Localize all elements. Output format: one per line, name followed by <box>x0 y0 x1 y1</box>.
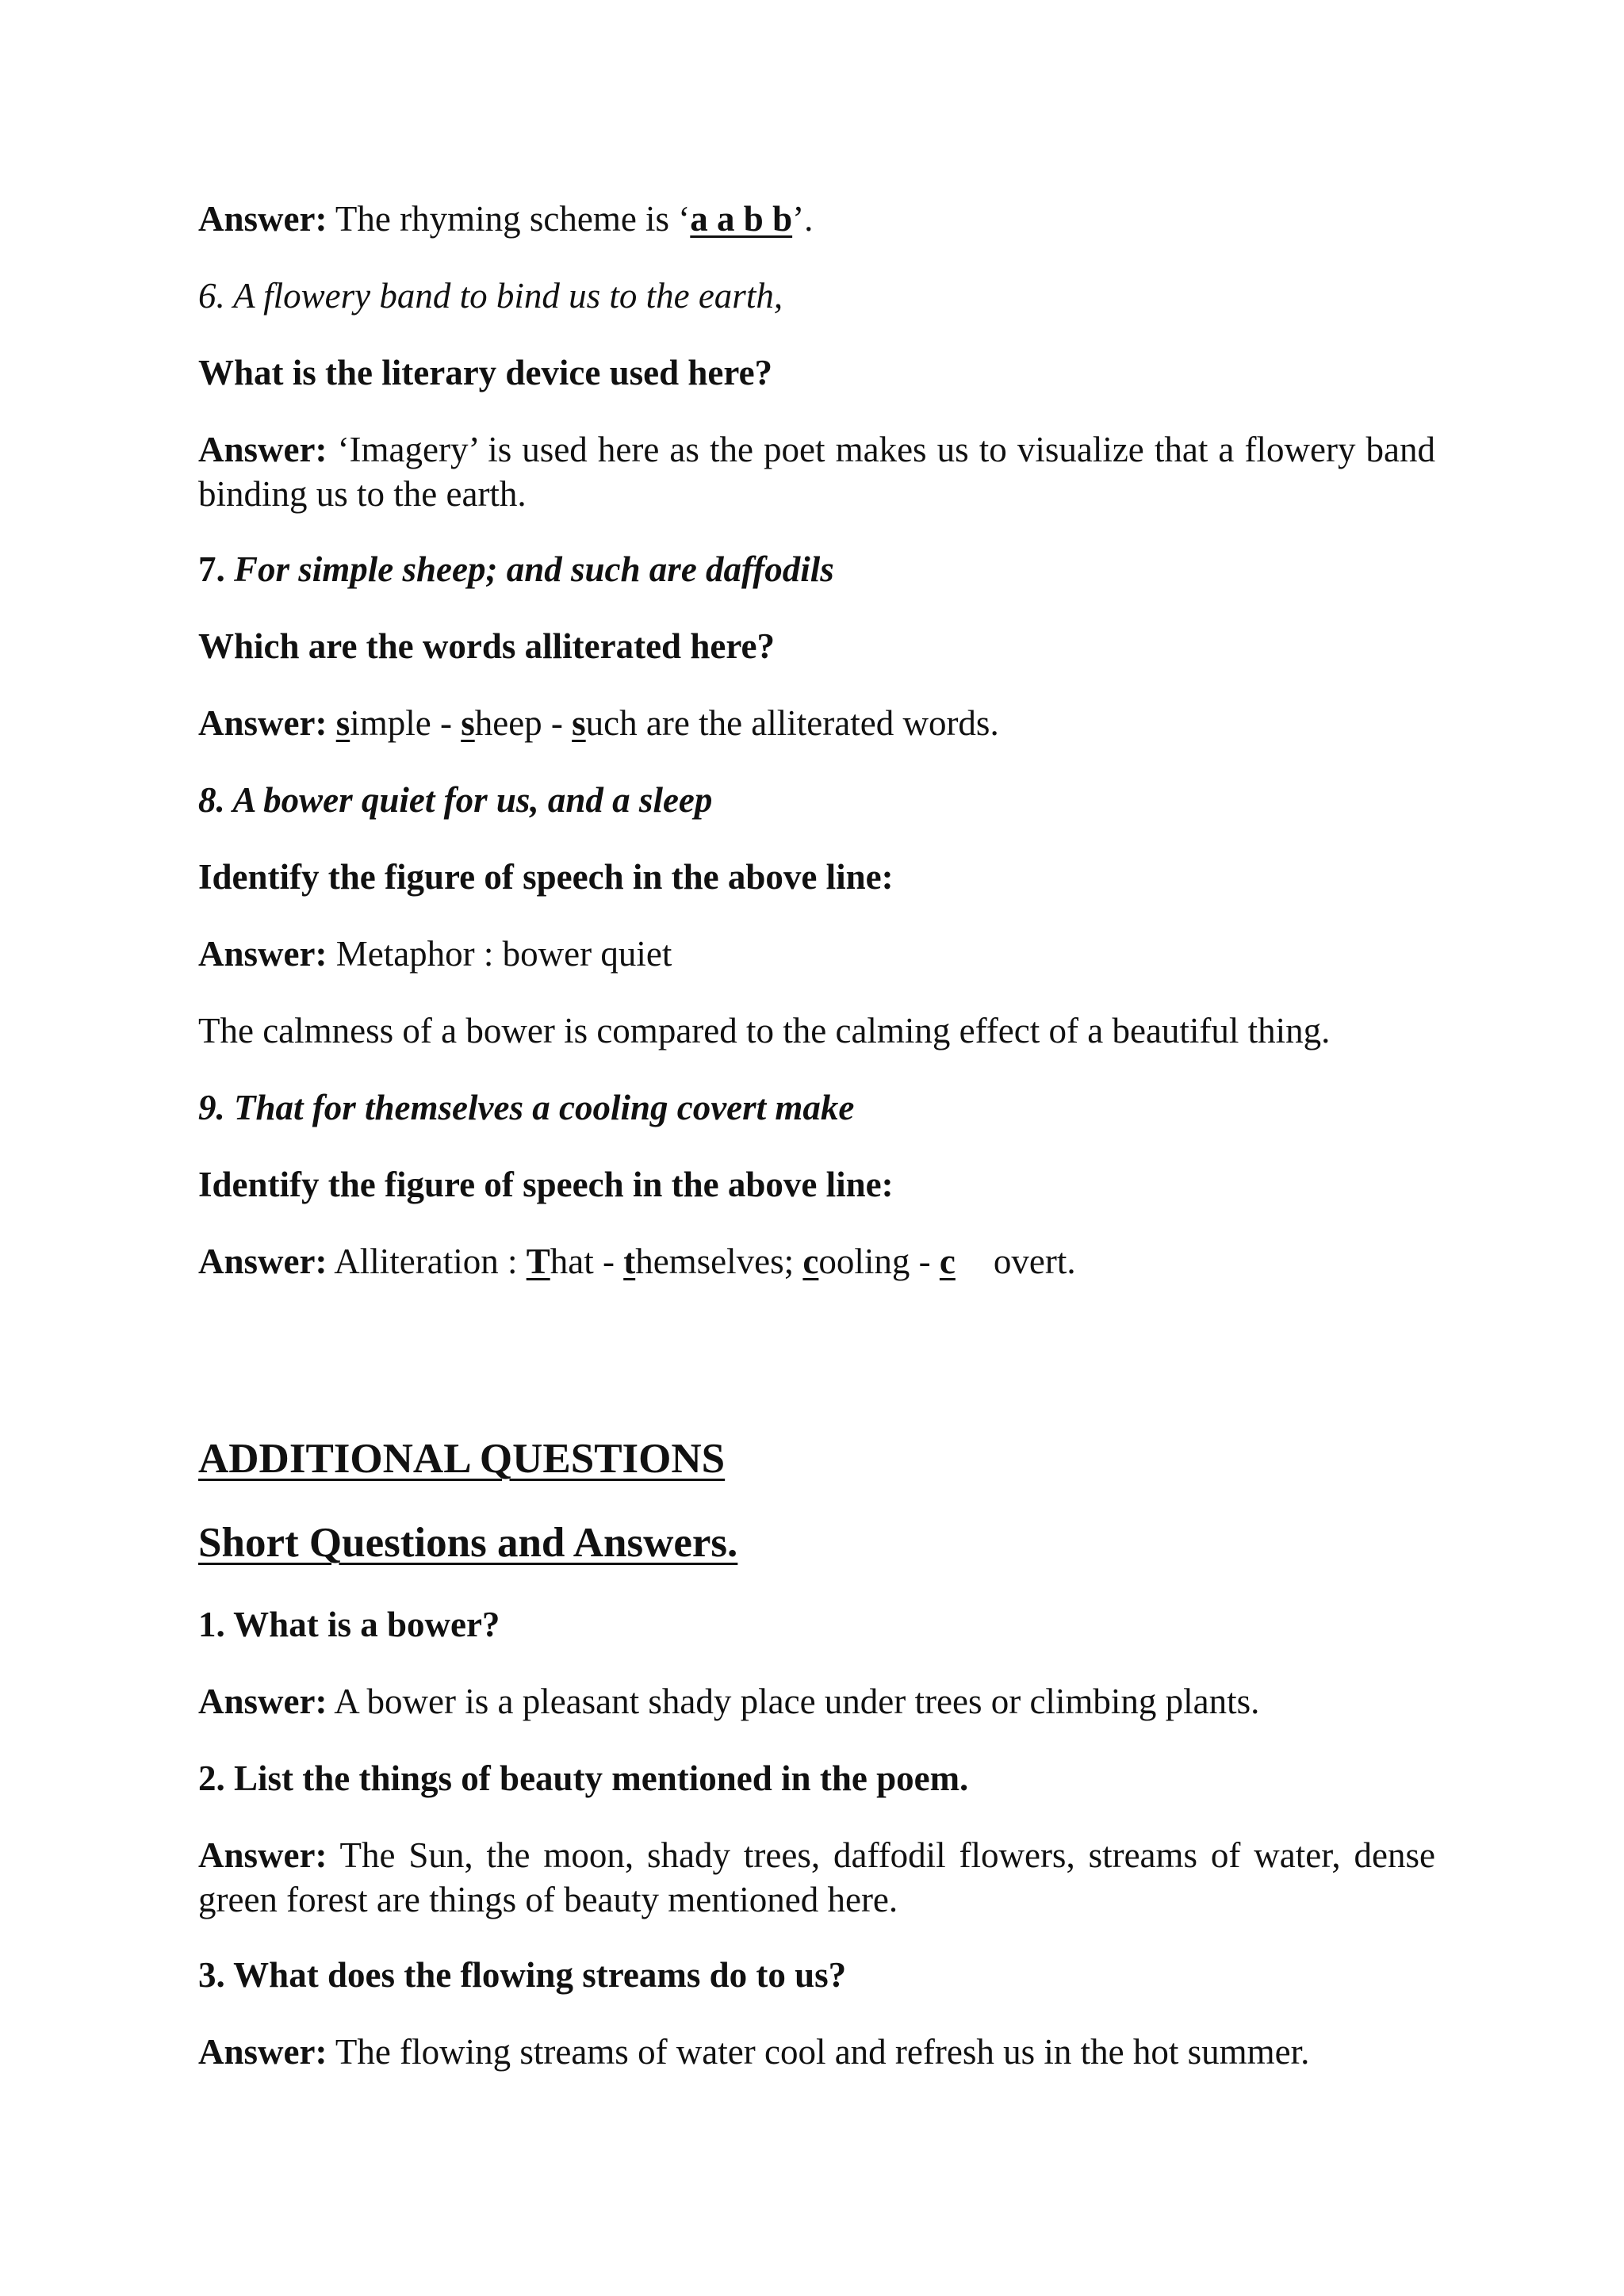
answer-label: Answer: <box>198 1242 327 1281</box>
answer-label: Answer: <box>198 430 327 469</box>
poem-line-6: 6. A flowery band to bind us to the earth, <box>198 276 783 316</box>
question-6: What is the literary device used here? <box>198 353 773 392</box>
section-subheading: Short Questions and Answers. <box>198 1520 738 1566</box>
answer-rhyme-scheme: Answer: The rhyming scheme is ‘a a b b’. <box>198 199 814 239</box>
section-heading: ADDITIONAL QUESTIONS <box>198 1436 726 1482</box>
poem-line-8: 8. A bower quiet for us, and a sleep <box>198 780 713 820</box>
answer-label: Answer: <box>198 1835 327 1875</box>
answer-label: Answer: <box>198 2032 327 2072</box>
answer-label: Answer: <box>198 934 327 974</box>
question-7: Which are the words alliterated here? <box>198 626 775 666</box>
answer-label: Answer: <box>198 1682 327 1721</box>
answer-7: Answer: simple - sheep - such are the alliterated words. <box>198 703 999 743</box>
answer-label: Answer: <box>198 703 327 743</box>
question-9: Identify the figure of speech in the above line: <box>198 1165 894 1204</box>
answer-9: Answer: Alliteration : That - themselves; cooling - c overt. <box>198 1242 1076 1281</box>
answer-8-note: The calmness of a bower is compared to the calming effect of a beautiful thing. <box>198 1011 1331 1050</box>
short-question-3: 3. What does the flowing streams do to us? <box>198 1955 847 1995</box>
answer-label: Answer: <box>198 199 327 239</box>
question-8: Identify the figure of speech in the above line: <box>198 857 894 897</box>
poem-line-9: 9. That for themselves a cooling covert make <box>198 1088 855 1127</box>
answer-6: Answer: ‘Imagery’ is used here as the poet makes us to visualize that a flowery band binding us to the earth. <box>198 430 1436 514</box>
answer-8: Answer: Metaphor : bower quiet <box>198 934 672 974</box>
short-question-2: 2. List the things of beauty mentioned in the poem. <box>198 1758 969 1798</box>
short-answer-3: Answer: The flowing streams of water cool and refresh us in the hot summer. <box>198 2032 1310 2072</box>
short-answer-1: Answer: A bower is a pleasant shady place under trees or climbing plants. <box>198 1682 1260 1721</box>
poem-line-7: 7. For simple sheep; and such are daffodils <box>198 549 834 589</box>
short-answer-2: Answer: The Sun, the moon, shady trees, daffodil flowers, streams of water, dense green forest are things of beauty mentioned here. <box>198 1835 1436 1919</box>
short-question-1: 1. What is a bower? <box>198 1605 500 1644</box>
rhyme-scheme: a a b b <box>690 199 793 239</box>
